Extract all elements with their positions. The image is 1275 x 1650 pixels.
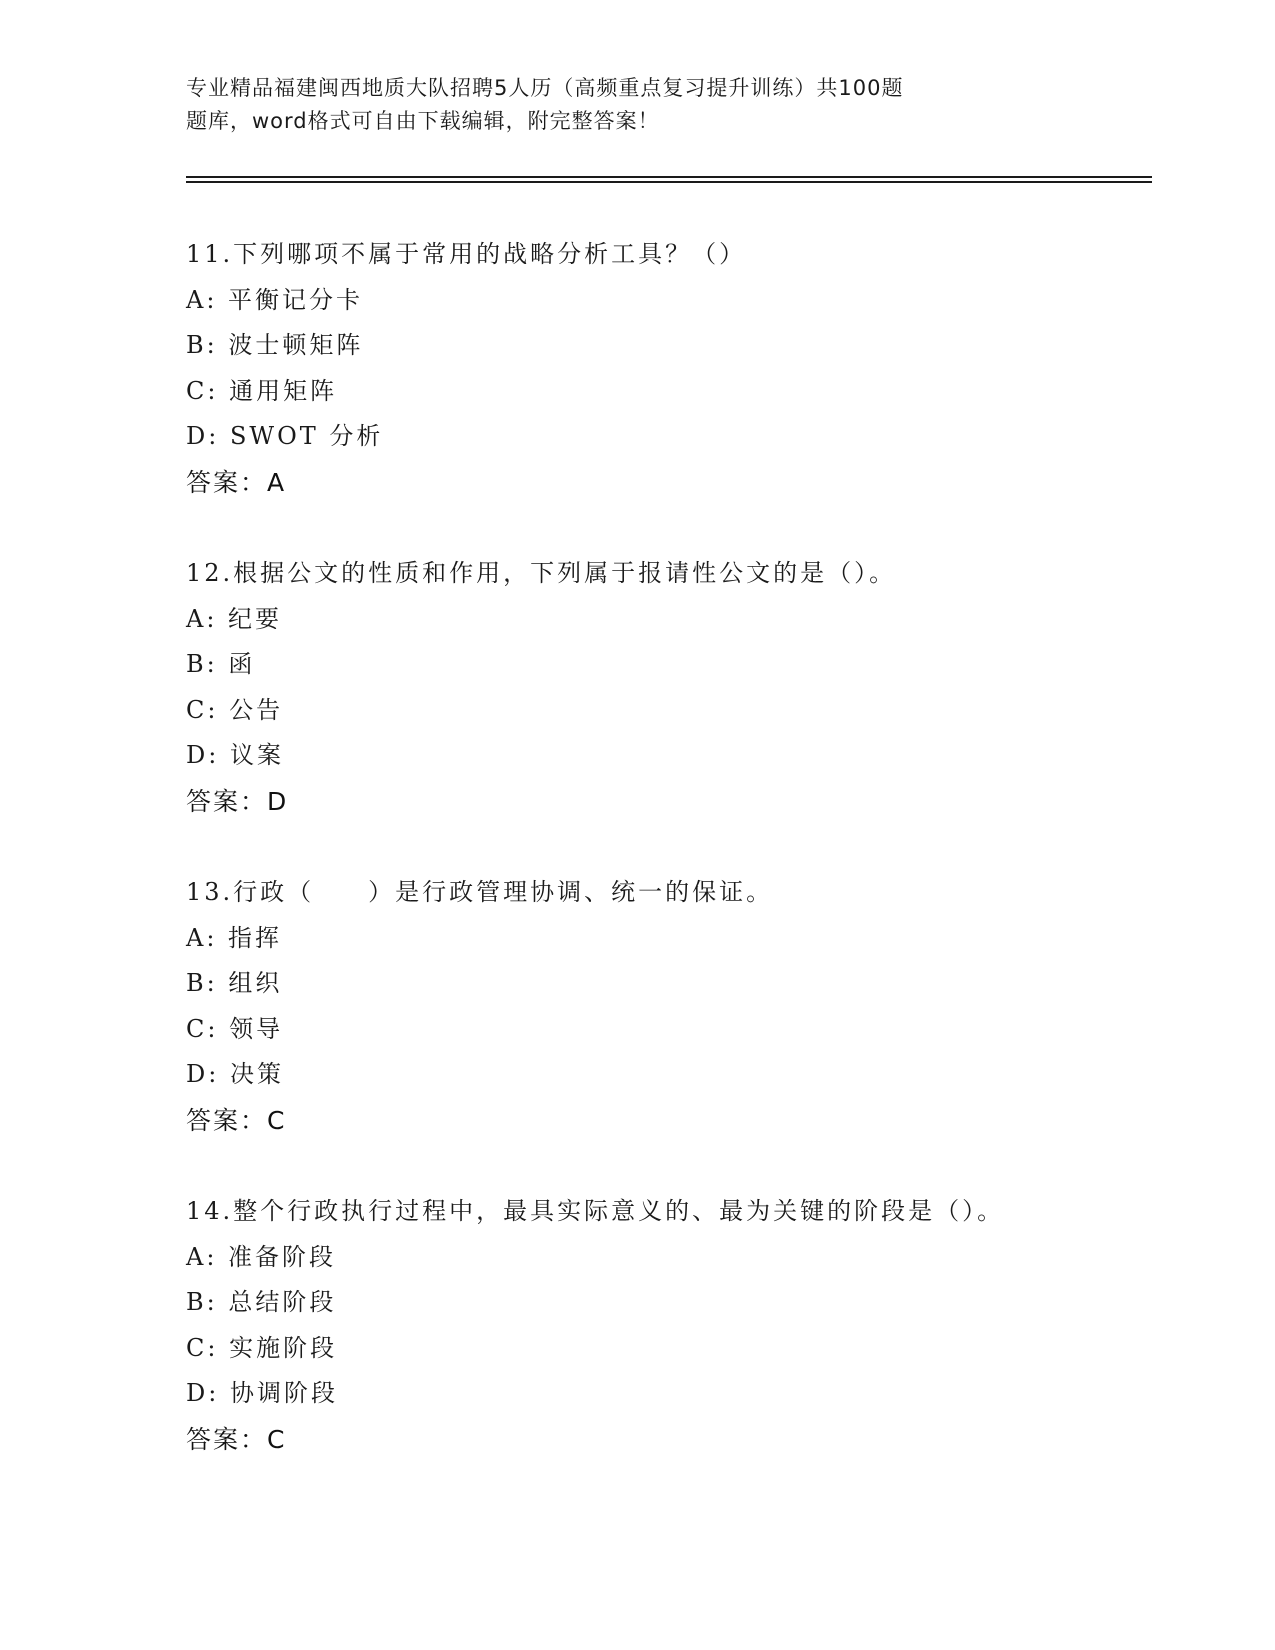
question-title: 13.行政（ ）是行政管理协调、统一的保证。	[186, 878, 774, 906]
option-c: C: 通用矩阵	[186, 376, 338, 405]
question-14	[186, 1189, 1146, 1462]
option-a: A: 纪要	[186, 604, 283, 633]
answer-line: 答案：A	[186, 467, 287, 497]
option-c: C: 实施阶段	[186, 1333, 338, 1362]
option-a: A: 指挥	[186, 923, 283, 952]
header-title-line-2: 题库，word格式可自由下载编辑，附完整答案！	[186, 109, 660, 133]
question-title: 11.下列哪项不属于常用的战略分析工具？（）	[186, 240, 747, 268]
header-divider-bottom	[186, 181, 1152, 183]
question-title: 12.根据公文的性质和作用，下列属于报请性公文的是（）。	[186, 559, 897, 587]
question-12	[186, 551, 1146, 824]
option-d: D: 议案	[186, 741, 284, 769]
header-divider-top	[186, 176, 1152, 178]
question-11	[186, 232, 1146, 505]
option-a: A: 准备阶段	[186, 1242, 337, 1271]
option-a: A: 平衡记分卡	[186, 285, 364, 314]
option-d: D: SWOT 分析	[186, 422, 384, 450]
question-13	[186, 870, 1146, 1143]
option-b: B: 函	[186, 650, 256, 678]
option-d: D: 决策	[186, 1060, 284, 1088]
option-b: B: 组织	[186, 969, 283, 997]
answer-line: 答案：C	[186, 1105, 287, 1135]
option-b: B: 总结阶段	[186, 1288, 337, 1316]
document-header	[186, 72, 1026, 138]
option-d: D: 协调阶段	[186, 1379, 338, 1407]
question-list	[186, 232, 1146, 1508]
option-c: C: 公告	[186, 695, 284, 724]
answer-line: 答案：D	[186, 786, 289, 816]
question-title: 14.整个行政执行过程中，最具实际意义的、最为关键的阶段是（）。	[186, 1197, 1005, 1225]
header-title-line-1: 专业精品福建闽西地质大队招聘5人历（高频重点复习提升训练）共100题	[186, 76, 904, 100]
answer-line: 答案：C	[186, 1424, 287, 1454]
option-b: B: 波士顿矩阵	[186, 331, 364, 359]
option-c: C: 领导	[186, 1014, 284, 1043]
